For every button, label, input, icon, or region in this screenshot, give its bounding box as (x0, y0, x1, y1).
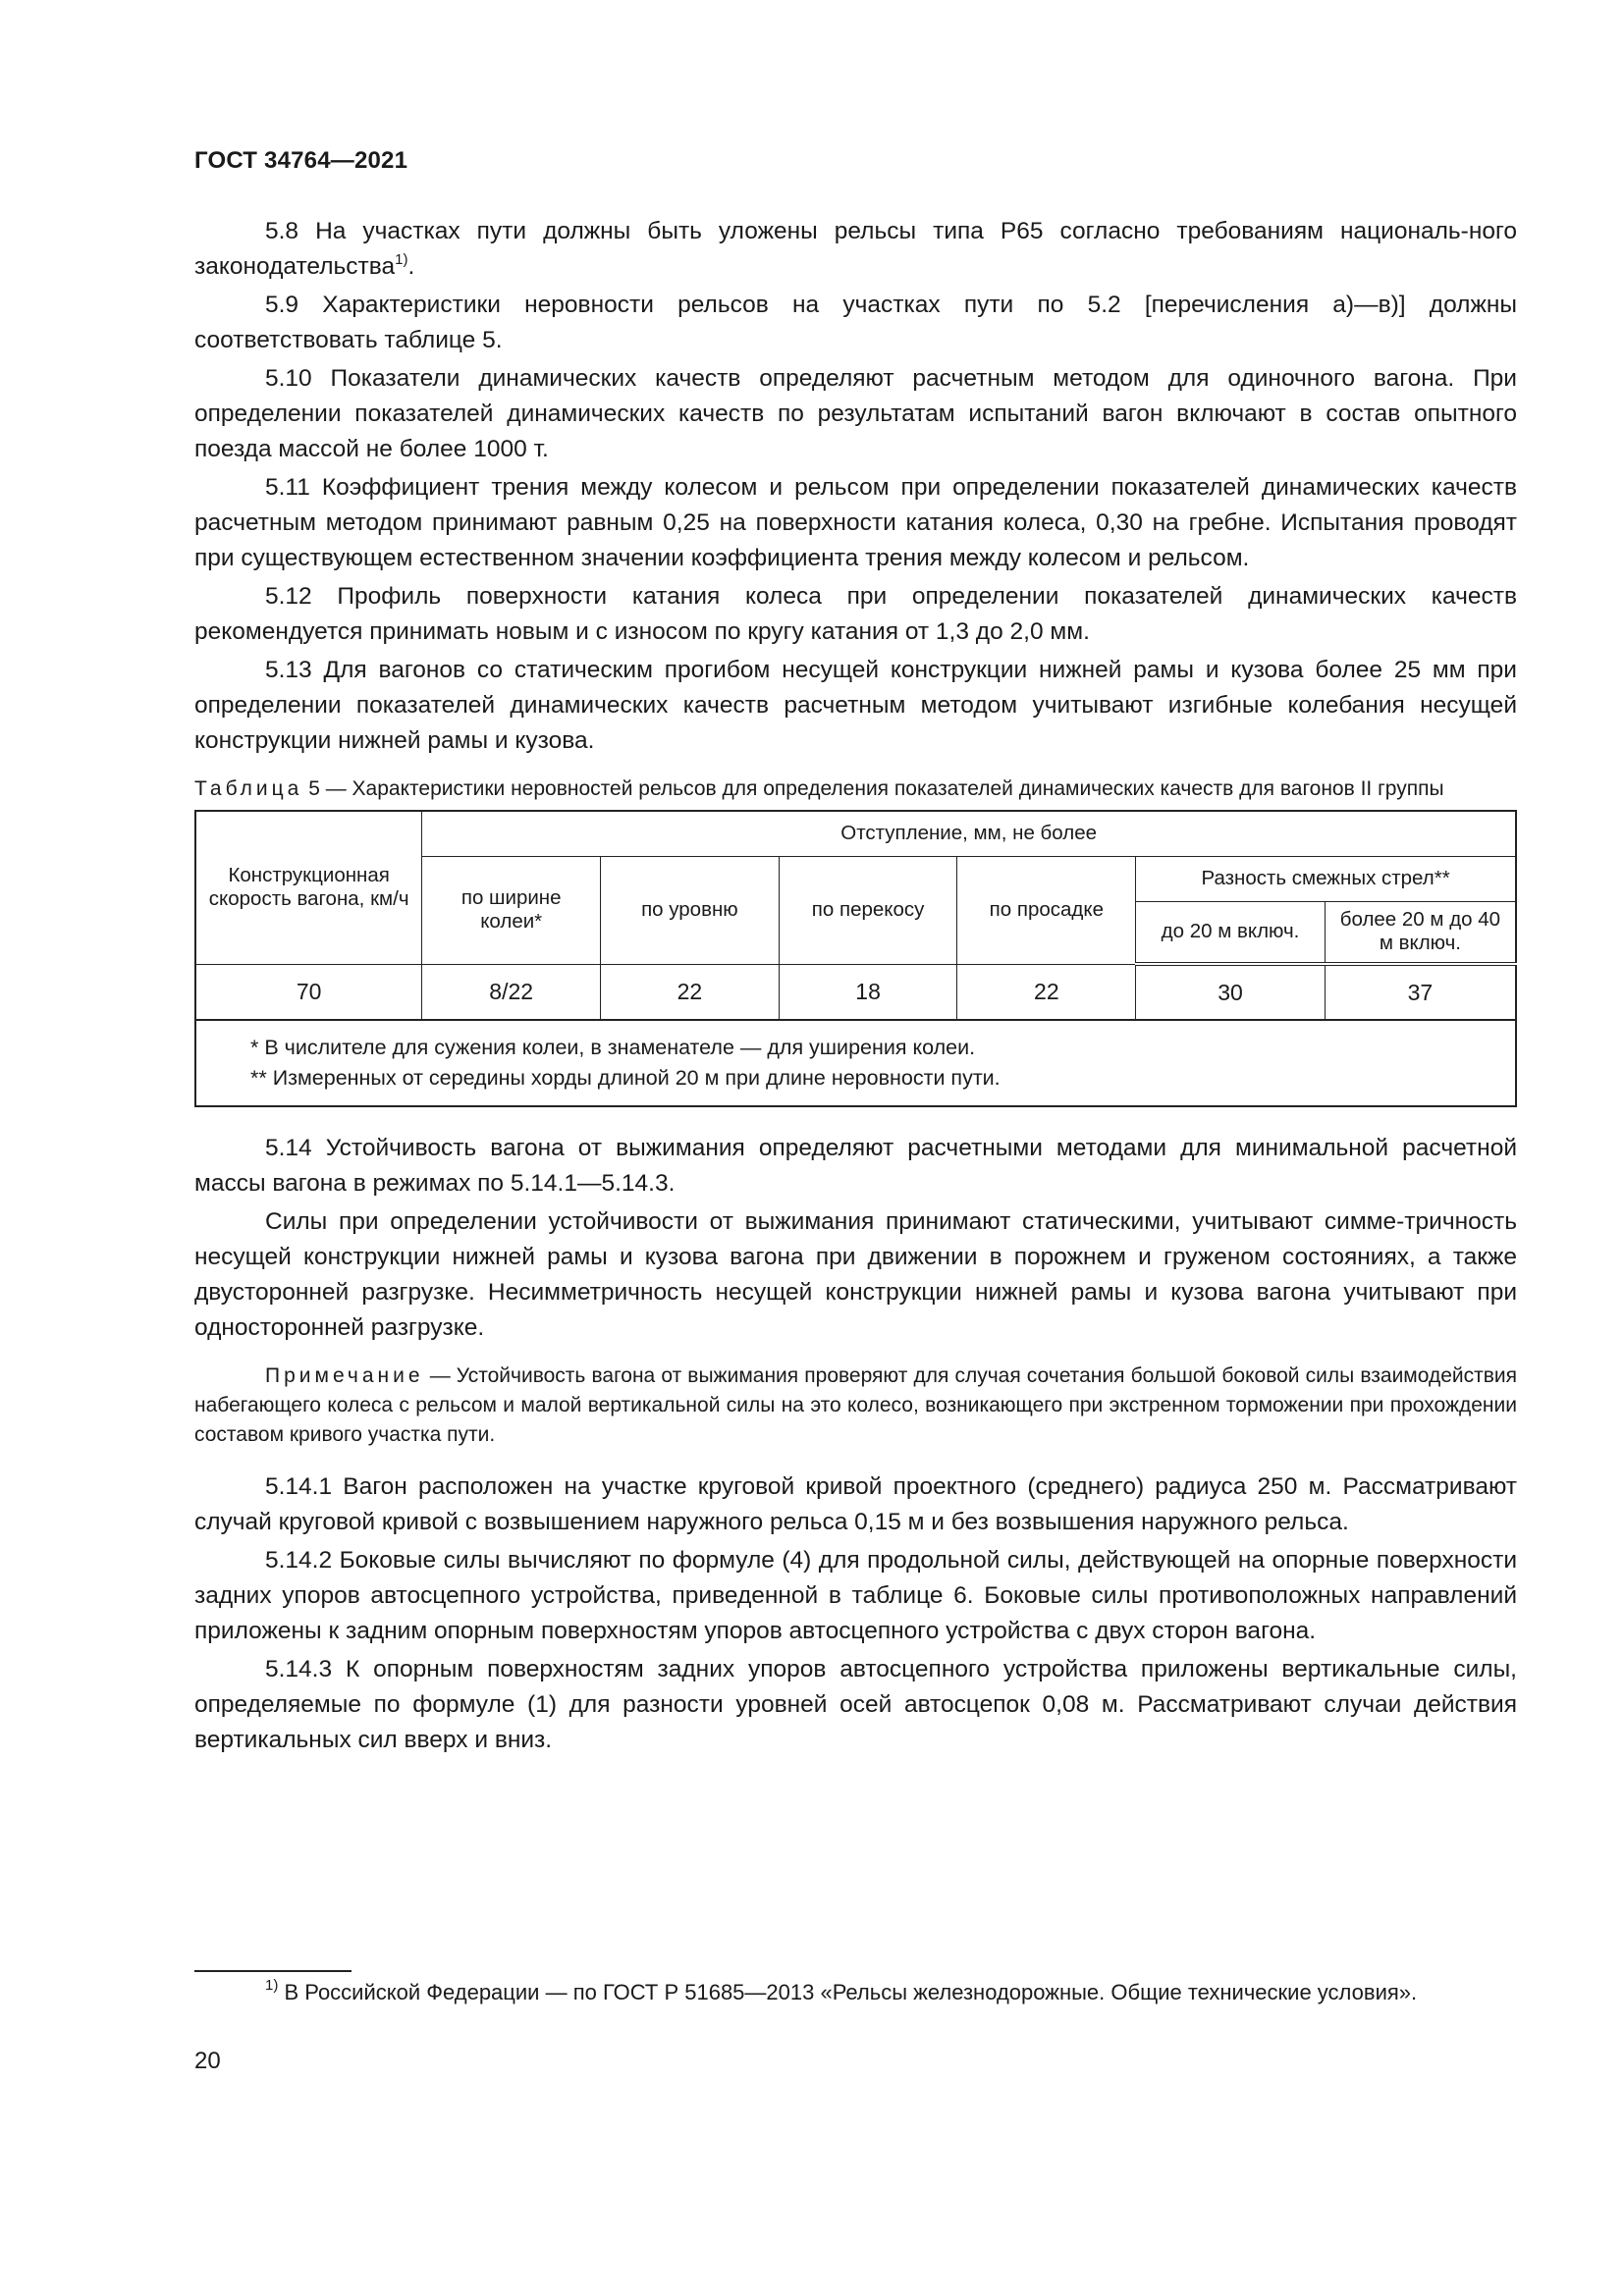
footnote-mark: 1) (265, 1977, 279, 1994)
paragraph-5-14-2: 5.14.2 Боковые силы вычисляют по формуле (4) для продольной силы, действующей на опорные поверхности задних упоров автосцепного устройства, приведенной в таблице 6. Боковые силы противоположных направлений приложены к задним опорным поверхностям упоров автосцепного устройства с двух сторон вагона. (194, 1547, 1517, 1644)
column-header-20-to-40m: более 20 м до 40 м включ. (1325, 901, 1516, 964)
cell-skew: 18 (779, 964, 957, 1020)
page-body (194, 147, 1517, 1761)
paragraph-5-14: 5.14 Устойчивость вагона от выжимания определяют расчетными методами для минимальной расчетной массы вагона в режимах по 5.14.1—5.14.3. (194, 1135, 1517, 1197)
table-caption (194, 774, 1517, 804)
table-caption-label: Таблица (194, 777, 303, 800)
footnote-ref-1: 1) (395, 251, 408, 268)
page-number: 20 (194, 2048, 221, 2074)
note-block (194, 1362, 1517, 1450)
table-notes (195, 1020, 1516, 1106)
column-header-speed: Конструкционная скорость вагона, км/ч (195, 811, 422, 964)
column-header-skew: по перекосу (779, 856, 957, 964)
column-header-level: по уровню (601, 856, 780, 964)
footnote-separator (194, 1970, 352, 1972)
footnote-text: В Российской Федерации — по ГОСТ Р 51685—2013 «Рельсы железнодорожные. Общие технические условия». (278, 1980, 1418, 2004)
paragraph-5-14-3: 5.14.3 К опорным поверхностям задних упоров автосцепного устройства приложены вертикальные силы, определяемые по формуле (1) для разности уровней осей автосцепок 0,08 м. Рассматривают случаи действия вертикальных сил вверх и вниз. (194, 1656, 1517, 1753)
table-note-1: * В числителе для сужения колеи, в знаменателе — для уширения колеи. (250, 1036, 976, 1059)
rail-irregularity-table (194, 810, 1517, 1107)
column-header-adjacent-difference: Разность смежных стрел** (1136, 856, 1516, 901)
paragraph-5-9: 5.9 Характеристики неровности рельсов на участках пути по 5.2 [перечисления а)—в)] должны соответствовать таблице 5. (194, 292, 1517, 353)
paragraph-5-13: 5.13 Для вагонов со статическим прогибом несущей конструкции нижней рамы и кузова более 25 мм при определении показателей динамических качеств расчетным методом учитывают изгибные колебания несущей конструкции нижней рамы и кузова. (194, 657, 1517, 754)
table-row (195, 964, 1516, 1020)
cell-diff-20-to-40m: 37 (1325, 964, 1516, 1020)
paragraph-5-10: 5.10 Показатели динамических качеств определяют расчетным методом для одиночного вагона. При определении показателей динамических качеств по результатам испытаний вагон включают в состав опытного поезда массой не более 1000 т. (194, 365, 1517, 462)
cell-level: 22 (601, 964, 780, 1020)
column-header-sag: по просадке (957, 856, 1136, 964)
cell-gauge-width: 8/22 (422, 964, 601, 1020)
paragraph-5-11: 5.11 Коэффициент трения между колесом и рельсом при определении показателей динамических качеств расчетным методом принимают равным 0,25 на поверхности катания колеса, 0,30 на гребне. Испытания проводят при существующем естественном значении коэффициента трения между колесом и рельсом. (194, 474, 1517, 571)
column-header-up-to-20m: до 20 м включ. (1136, 901, 1326, 964)
table-caption-text: 5 — Характеристики неровностей рельсов для определения показателей динамических качеств для вагонов II группы (308, 777, 1444, 800)
document-code-header: ГОСТ 34764—2021 (194, 147, 408, 174)
column-header-gauge-width: по ширине колеи* (422, 856, 601, 964)
footnote-1 (194, 1977, 1517, 2008)
cell-speed: 70 (195, 964, 422, 1020)
paragraph-5-12: 5.12 Профиль поверхности катания колеса при определении показателей динамических качеств рекомендуется принимать новым и с износом по кругу катания от 1,3 до 2,0 мм. (194, 583, 1517, 645)
paragraph-forces: Силы при определении устойчивости от выжимания принимают статическими, учитывают симме-тричность несущей конструкции нижней рамы и кузова вагона при движении в порожнем и груженом состояниях, а также двусторонней разгрузке. Несимметричность несущей конструкции нижней рамы и кузова вагона учитывают при односторонней разгрузке. (194, 1208, 1517, 1341)
paragraph-5-8: 5.8 На участках пути должны быть уложены рельсы типа Р65 согласно требованиям националь-ного законодательства$^{1)}$. (194, 218, 1517, 280)
note-label: Примечание (265, 1364, 424, 1387)
note-text: — Устойчивость вагона от выжимания проверяют для случая сочетания большой боковой силы взаимодействия набегающего колеса с рельсом и малой вертикальной силы на это колесо, возникающего при экстренном торможении при прохождении составом кривого участка пути. (194, 1364, 1517, 1446)
paragraph-5-14-1: 5.14.1 Вагон расположен на участке круговой кривой проектного (среднего) радиуса 250 м. Рассматривают случай круговой кривой с возвышением наружного рельса 0,15 м и без возвышения наружного рельса. (194, 1473, 1517, 1535)
cell-sag: 22 (957, 964, 1136, 1020)
column-header-deviation: Отступление, мм, не более (422, 811, 1516, 856)
cell-diff-up-to-20m: 30 (1136, 964, 1326, 1020)
table-note-2: ** Измеренных от середины хорды длиной 20 м при длине неровности пути. (250, 1066, 1001, 1090)
